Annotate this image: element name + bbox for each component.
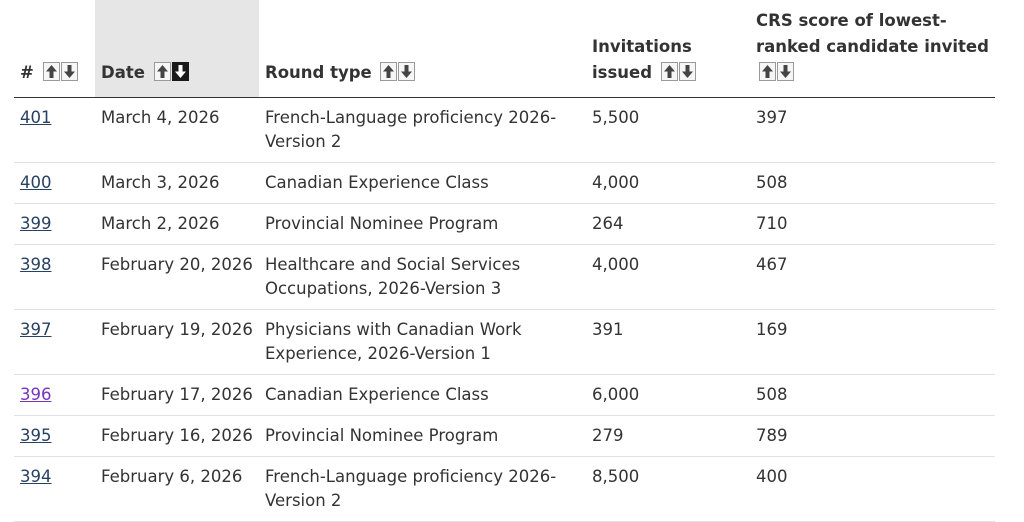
arrow-down-icon <box>779 64 792 79</box>
round-number-link[interactable]: 395 <box>20 426 52 445</box>
crs-score: 400 <box>750 457 995 522</box>
invitations-issued: 264 <box>586 204 750 245</box>
table-row <box>14 163 995 204</box>
arrow-up-icon <box>663 64 676 79</box>
sort-descending-button[interactable] <box>777 62 794 81</box>
crs-score: 508 <box>750 375 995 416</box>
sort-descending-button[interactable] <box>61 62 78 81</box>
sort-controls-invitations <box>661 62 697 89</box>
round-type: French-Language proficiency 2026-Version 2 <box>259 457 586 522</box>
sort-ascending-button[interactable] <box>759 62 776 81</box>
header-invitations <box>586 0 750 98</box>
header-number <box>14 0 95 98</box>
round-number-cell <box>14 457 95 522</box>
header-crs-score <box>750 0 995 98</box>
invitations-issued: 4,000 <box>586 163 750 204</box>
table-row <box>14 416 995 457</box>
invitations-issued: 4,000 <box>586 245 750 310</box>
header-row <box>14 0 995 98</box>
round-date: March 3, 2026 <box>95 163 259 204</box>
table-header <box>14 0 995 98</box>
round-date: March 4, 2026 <box>95 98 259 163</box>
header-crs-score-label: CRS score of lowest-ranked candidate invited <box>756 11 989 56</box>
sort-ascending-button[interactable] <box>43 62 60 81</box>
sort-ascending-button[interactable] <box>154 62 171 81</box>
arrow-down-icon <box>174 64 187 79</box>
round-type: French-Language proficiency 2026-Version 2 <box>259 98 586 163</box>
round-type: Canadian Experience Class <box>259 375 586 416</box>
crs-score: 467 <box>750 245 995 310</box>
arrow-up-icon <box>382 64 395 79</box>
round-number-cell <box>14 98 95 163</box>
header-number-label: # <box>20 63 34 82</box>
header-date <box>95 0 259 98</box>
round-number-link[interactable]: 401 <box>20 108 52 127</box>
round-number-cell <box>14 416 95 457</box>
sort-ascending-button[interactable] <box>380 62 397 81</box>
arrow-down-icon <box>63 64 76 79</box>
round-type: Canadian Experience Class <box>259 163 586 204</box>
round-number-cell <box>14 204 95 245</box>
sort-controls-number <box>43 62 79 89</box>
invitations-issued: 391 <box>586 310 750 375</box>
round-date: February 6, 2026 <box>95 457 259 522</box>
arrow-up-icon <box>761 64 774 79</box>
sort-descending-button[interactable] <box>398 62 415 81</box>
round-number-cell <box>14 310 95 375</box>
table-body <box>14 98 995 522</box>
sort-controls-crs-score <box>759 62 795 89</box>
round-type: Physicians with Canadian Work Experience, 2026-Version 1 <box>259 310 586 375</box>
sort-ascending-button[interactable] <box>661 62 678 81</box>
arrow-down-icon <box>400 64 413 79</box>
round-type: Healthcare and Social Services Occupations, 2026-Version 3 <box>259 245 586 310</box>
sort-descending-button[interactable] <box>679 62 696 81</box>
header-invitations-label: Invitations issued <box>592 37 692 82</box>
arrow-down-icon <box>681 64 694 79</box>
header-round-type-label: Round type <box>265 63 372 82</box>
arrow-up-icon <box>156 64 169 79</box>
sort-controls-round-type <box>380 62 416 89</box>
round-date: March 2, 2026 <box>95 204 259 245</box>
table-row <box>14 375 995 416</box>
header-date-label: Date <box>101 63 145 82</box>
table-row <box>14 457 995 522</box>
table-row <box>14 310 995 375</box>
sort-descending-button[interactable] <box>172 62 189 81</box>
table-row <box>14 204 995 245</box>
round-date: February 20, 2026 <box>95 245 259 310</box>
round-number-cell <box>14 245 95 310</box>
crs-score: 789 <box>750 416 995 457</box>
invitations-issued: 8,500 <box>586 457 750 522</box>
round-number-link[interactable]: 399 <box>20 214 52 233</box>
round-number-link[interactable]: 396 <box>20 385 52 404</box>
round-date: February 19, 2026 <box>95 310 259 375</box>
crs-score: 508 <box>750 163 995 204</box>
round-number-link[interactable]: 398 <box>20 255 52 274</box>
round-type: Provincial Nominee Program <box>259 416 586 457</box>
invitations-issued: 5,500 <box>586 98 750 163</box>
round-date: February 16, 2026 <box>95 416 259 457</box>
sort-controls-date <box>154 62 190 89</box>
draws-table-container <box>14 0 995 522</box>
round-date: February 17, 2026 <box>95 375 259 416</box>
crs-score: 397 <box>750 98 995 163</box>
arrow-up-icon <box>45 64 58 79</box>
round-number-cell <box>14 375 95 416</box>
express-entry-rounds-table <box>14 0 995 522</box>
invitations-issued: 279 <box>586 416 750 457</box>
invitations-issued: 6,000 <box>586 375 750 416</box>
crs-score: 169 <box>750 310 995 375</box>
round-number-link[interactable]: 400 <box>20 173 52 192</box>
table-row <box>14 245 995 310</box>
round-number-link[interactable]: 394 <box>20 467 52 486</box>
round-number-link[interactable]: 397 <box>20 320 52 339</box>
round-number-cell <box>14 163 95 204</box>
crs-score: 710 <box>750 204 995 245</box>
round-type: Provincial Nominee Program <box>259 204 586 245</box>
table-row <box>14 98 995 163</box>
header-round-type <box>259 0 586 98</box>
